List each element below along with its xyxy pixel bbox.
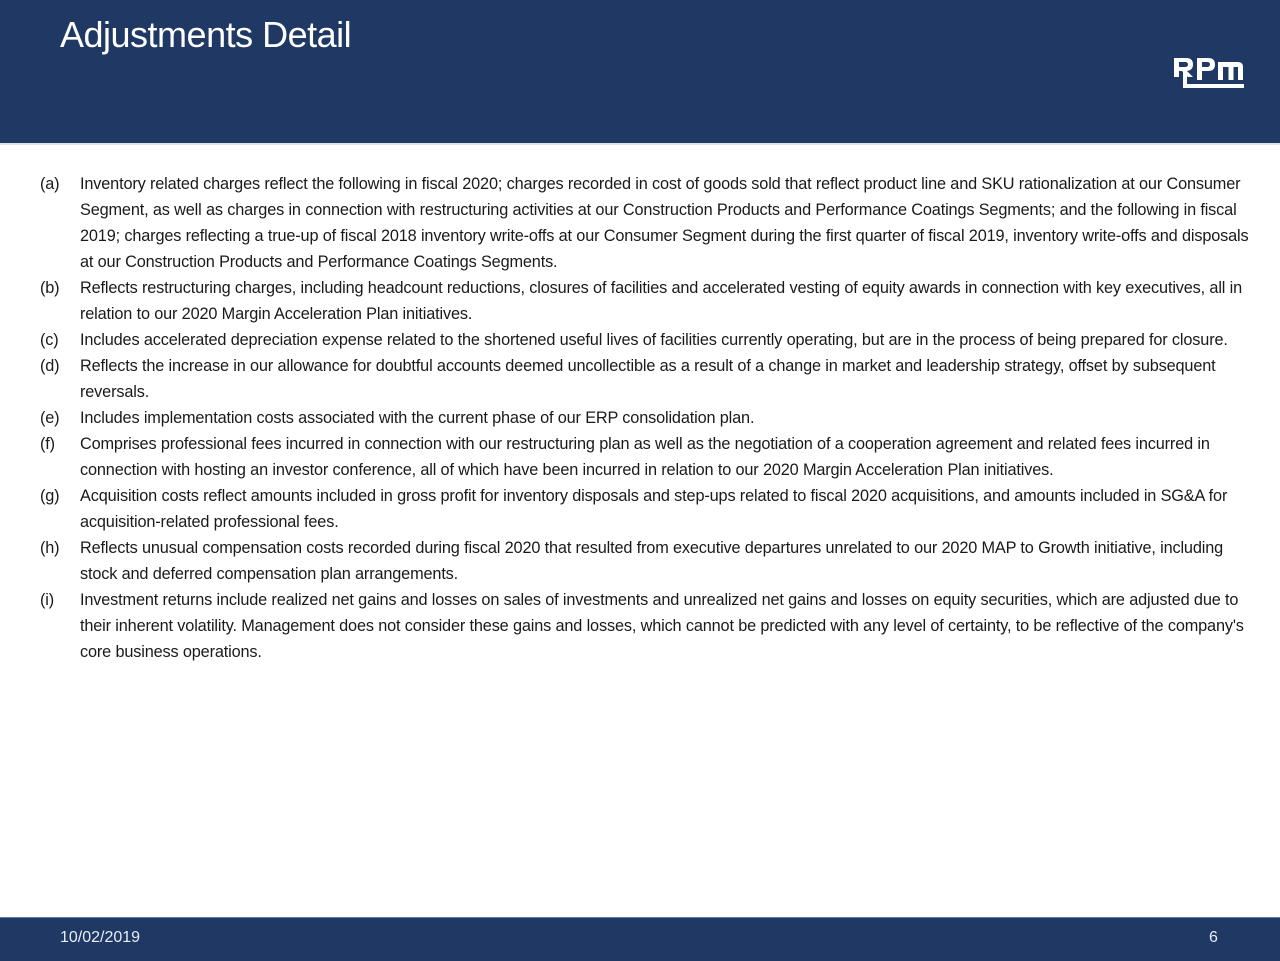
- header-divider: [0, 143, 1280, 145]
- footnote-marker: (b): [40, 279, 60, 297]
- footnote-marker: (d): [40, 357, 60, 375]
- footnote-marker: (h): [40, 539, 60, 557]
- footnote-h: [40, 535, 1250, 587]
- slide-header: [0, 0, 1280, 143]
- footnote-text: Investment returns include realized net gains and losses on sales of investments and unrealized net gains and losses on equity securities, which are adjusted due to their inherent volatility. Management does not consider these gains and losses, which cannot be predicted with any level of certainty, to be reflective of the company's core business operations.: [80, 591, 1244, 661]
- footnote-marker: (f): [40, 435, 55, 453]
- page-number: 6: [1209, 929, 1218, 946]
- footnote-e: [40, 405, 1250, 431]
- slide-footer: [0, 917, 1280, 961]
- footnote-i: [40, 587, 1250, 665]
- footnote-text: Acquisition costs reflect amounts included in gross profit for inventory disposals and step-ups related to fiscal 2020 acquisitions, and amounts included in SG&A for acquisition-related professional fees.: [80, 487, 1228, 531]
- footnote-text: Inventory related charges reflect the following in fiscal 2020; charges recorded in cost of goods sold that reflect product line and SKU rationalization at our Consumer Segment, as well as charges in connection with restructuring activities at our Construction Products and Performance Coatings Segments; and the following in fiscal 2019; charges reflecting a true-up of fiscal 2018 inventory write-offs at our Consumer Segment during the first quarter of fiscal 2019, inventory write-offs and disposals at our Construction Products and Performance Coatings Segments.: [80, 175, 1249, 271]
- rpm-logo-icon: [1172, 54, 1246, 90]
- footnote-text: Includes implementation costs associated with the current phase of our ERP consolidation plan.: [80, 409, 755, 427]
- footnote-marker: (e): [40, 409, 60, 427]
- footnote-c: [40, 327, 1250, 353]
- footnote-text: Includes accelerated depreciation expense related to the shortened useful lives of facilities currently operating, but are in the process of being prepared for closure.: [80, 331, 1228, 349]
- footnote-text: Reflects restructuring charges, including headcount reductions, closures of facilities and accelerated vesting of equity awards in connection with key executives, all in relation to our 2020 Margin Acceleration Plan initiatives.: [80, 279, 1243, 323]
- footnote-b: [40, 275, 1250, 327]
- footnotes-list: [40, 171, 1250, 665]
- footnote-text: Comprises professional fees incurred in connection with our restructuring plan as well as the negotiation of a cooperation agreement and related fees incurred in connection with hosting an investor conference, all of which have been incurred in relation to our 2020 Margin Acceleration Plan initiatives.: [80, 435, 1210, 479]
- footnote-marker: (a): [40, 175, 60, 193]
- footnote-d: [40, 353, 1250, 405]
- footnote-text: Reflects unusual compensation costs recorded during fiscal 2020 that resulted from executive departures unrelated to our 2020 MAP to Growth initiative, including stock and deferred compensation plan arrangements.: [80, 539, 1224, 583]
- footnote-marker: (i): [40, 591, 55, 609]
- footnote-f: [40, 431, 1250, 483]
- footnote-text: Reflects the increase in our allowance for doubtful accounts deemed uncollectible as a result of a change in market and leadership strategy, offset by subsequent reversals.: [80, 357, 1216, 401]
- footnote-marker: (c): [40, 331, 59, 349]
- footnote-a: [40, 171, 1250, 275]
- footnote-g: [40, 483, 1250, 535]
- footnote-marker: (g): [40, 487, 60, 505]
- slide-title: Adjustments Detail: [60, 14, 352, 55]
- footer-date: 10/02/2019: [60, 929, 141, 946]
